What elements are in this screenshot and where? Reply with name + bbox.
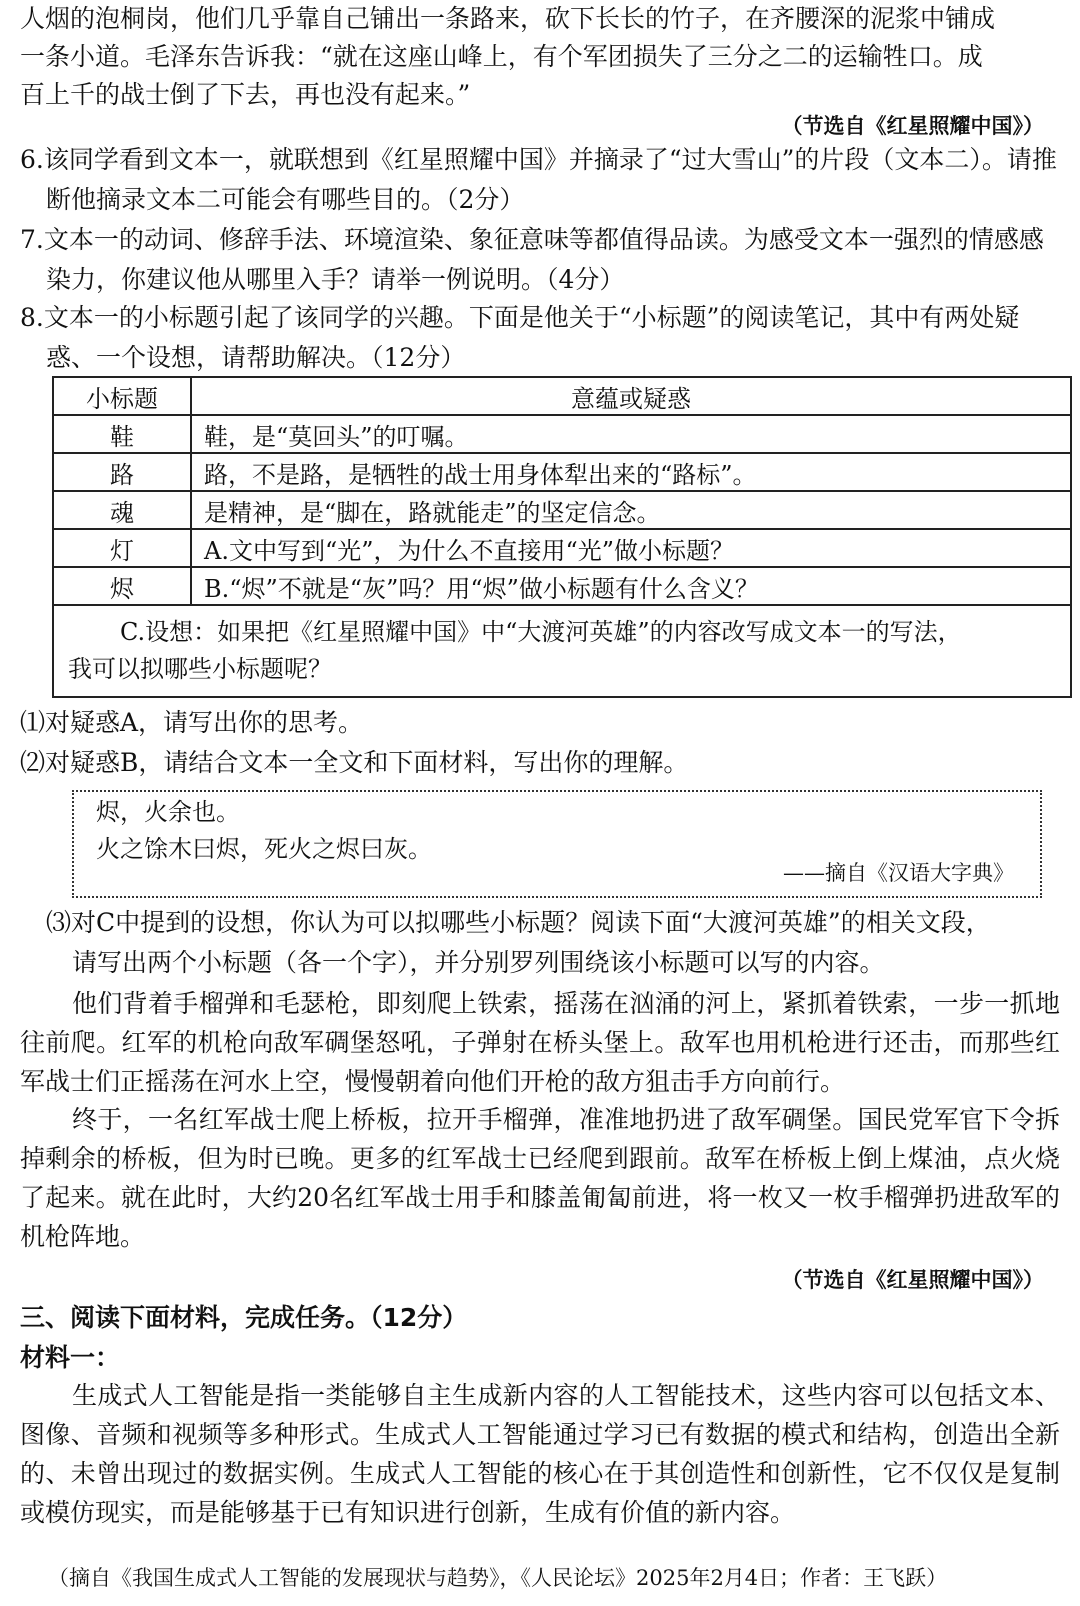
subtitle-cell: 魂 (53, 491, 191, 529)
material-paragraph: 生成式人工智能是指一类能够自主生成新内容的人工智能技术，这些内容可以包括文本、图像、音频和视频等多种形式。生成式人工智能通过学习已有数据的模式和结构，创造出全新的、未曾出现过的数据实例。生成式人工智能的核心在于其创造性和创新性，它不仅仅是复制或模仿现实，而是能够基于已有知识进行创新，生成有价值的新内容。 (20, 1381, 1060, 1527)
meaning-cell: 路，不是路，是牺牲的战士用身体犁出来的“路标”。 (191, 453, 1071, 491)
dictionary-line: 烬，火余也。 (96, 798, 240, 826)
meaning-cell: A.文中写到“光”，为什么不直接用“光”做小标题？ (191, 529, 1071, 567)
question-8: 8.文本一的小标题引起了该同学的兴趣。下面是他关于“小标题”的阅读笔记，其中有两处疑惑、一个设想，请帮助解决。（12分） (20, 303, 1020, 372)
subtitle-cell: 鞋 (53, 415, 191, 453)
table-row (53, 415, 1071, 453)
dictionary-line: 火之馀木曰烬，死火之烬曰灰。 (96, 835, 432, 863)
question-7: 7.文本一的动词、修辞手法、环境渲染、象征意味等都值得品读。为感受文本一强烈的情感感染力，你建议他从哪里入手？请举一例说明。（4分） (20, 225, 1044, 294)
assumption-line: C.设想：如果把《红星照耀中国》中“大渡河英雄”的内容改写成文本一的写法， (120, 618, 962, 646)
passage-paragraph: 他们背着手榴弹和毛瑟枪，即刻爬上铁索，摇荡在汹涌的河上，紧抓着铁索，一步一抓地往前爬。红军的机枪向敌军碉堡怒吼，子弹射在桥头堡上。敌军也用机枪进行还击，而那些红军战士们正摇荡在河水上空，慢慢朝着向他们开枪的敌方狙击手方向前行。 (20, 989, 1060, 1096)
dictionary-reference: ——摘自《汉语大字典》 (783, 861, 1014, 885)
table-header-row (53, 377, 1071, 415)
subtitle-cell: 灯 (53, 529, 191, 567)
sub-question-1: ⑴对疑惑A，请写出你的思考。 (20, 708, 364, 737)
dictionary-box (72, 790, 1042, 898)
source-citation: （节选自《红星照耀中国》） (781, 113, 1044, 138)
passage-paragraph: 终于，一名红军战士爬上桥板，拉开手榴弹，准准地扔进了敌军碉堡。国民党军官下令拆掉剩余的桥板，但为时已晚。更多的红军战士已经爬到跟前。敌军在桥板上倒上煤油，点火烧了起来。就在此时，大约20名红军战士用手和膝盖匍匐前进，将一枚又一枚手榴弹扔进敌军的机枪阵地。 (20, 1105, 1060, 1251)
sub-question-3-cont: 请写出两个小标题（各一个字），并分别罗列围绕该小标题可以写的内容。 (72, 948, 885, 977)
table-row (53, 529, 1071, 567)
table-row (53, 605, 1071, 697)
meaning-cell: 鞋，是“莫回头”的叮嘱。 (191, 415, 1071, 453)
passage-line: 一条小道。毛泽东告诉我：“就在这座山峰上，有个军团损失了三分之二的运输牲口。成 (20, 42, 983, 71)
meaning-cell: 是精神，是“脚在，路就能走”的坚定信念。 (191, 491, 1071, 529)
table-row (53, 491, 1071, 529)
assumption-line: 我可以拟哪些小标题呢？ (68, 655, 332, 683)
question-6: 6.该同学看到文本一，就联想到《红星照耀中国》并摘录了“过大雪山”的片段（文本二）。请推断他摘录文本二可能会有哪些目的。（2分） (20, 145, 1057, 214)
source-citation: （节选自《红星照耀中国》） (781, 1267, 1044, 1292)
sub-question-3: ⑶对C中提到的设想，你认为可以拟哪些小标题？阅读下面“大渡河英雄”的相关文段， (46, 908, 991, 937)
material-label: 材料一： (20, 1343, 121, 1372)
assumption-cell (53, 605, 1071, 697)
sub-question-2: ⑵对疑惑B，请结合文本一全文和下面材料，写出你的理解。 (20, 748, 689, 777)
subtitle-cell: 烬 (53, 567, 191, 605)
material-source: （摘自《我国生成式人工智能的发展现状与趋势》，《人民论坛》2025年2月4日；作者：王飞跃） (48, 1566, 948, 1590)
reading-notes-table (52, 376, 1072, 698)
header-cell: 意蕴或疑惑 (191, 377, 1071, 415)
passage-line: 百上千的战士倒了下去，再也没有起来。” (20, 80, 471, 109)
table-row (53, 567, 1071, 605)
header-cell: 小标题 (53, 377, 191, 415)
passage-line: 人烟的泡桐岗，他们几乎靠自己铺出一条路来，砍下长长的竹子，在齐腰深的泥浆中铺成 (20, 4, 996, 33)
meaning-cell: B.“烬”不就是“灰”吗？用“烬”做小标题有什么含义？ (191, 567, 1071, 605)
section-title: 三、阅读下面材料，完成任务。（12分） (20, 1303, 468, 1332)
table-row (53, 453, 1071, 491)
subtitle-cell: 路 (53, 453, 191, 491)
